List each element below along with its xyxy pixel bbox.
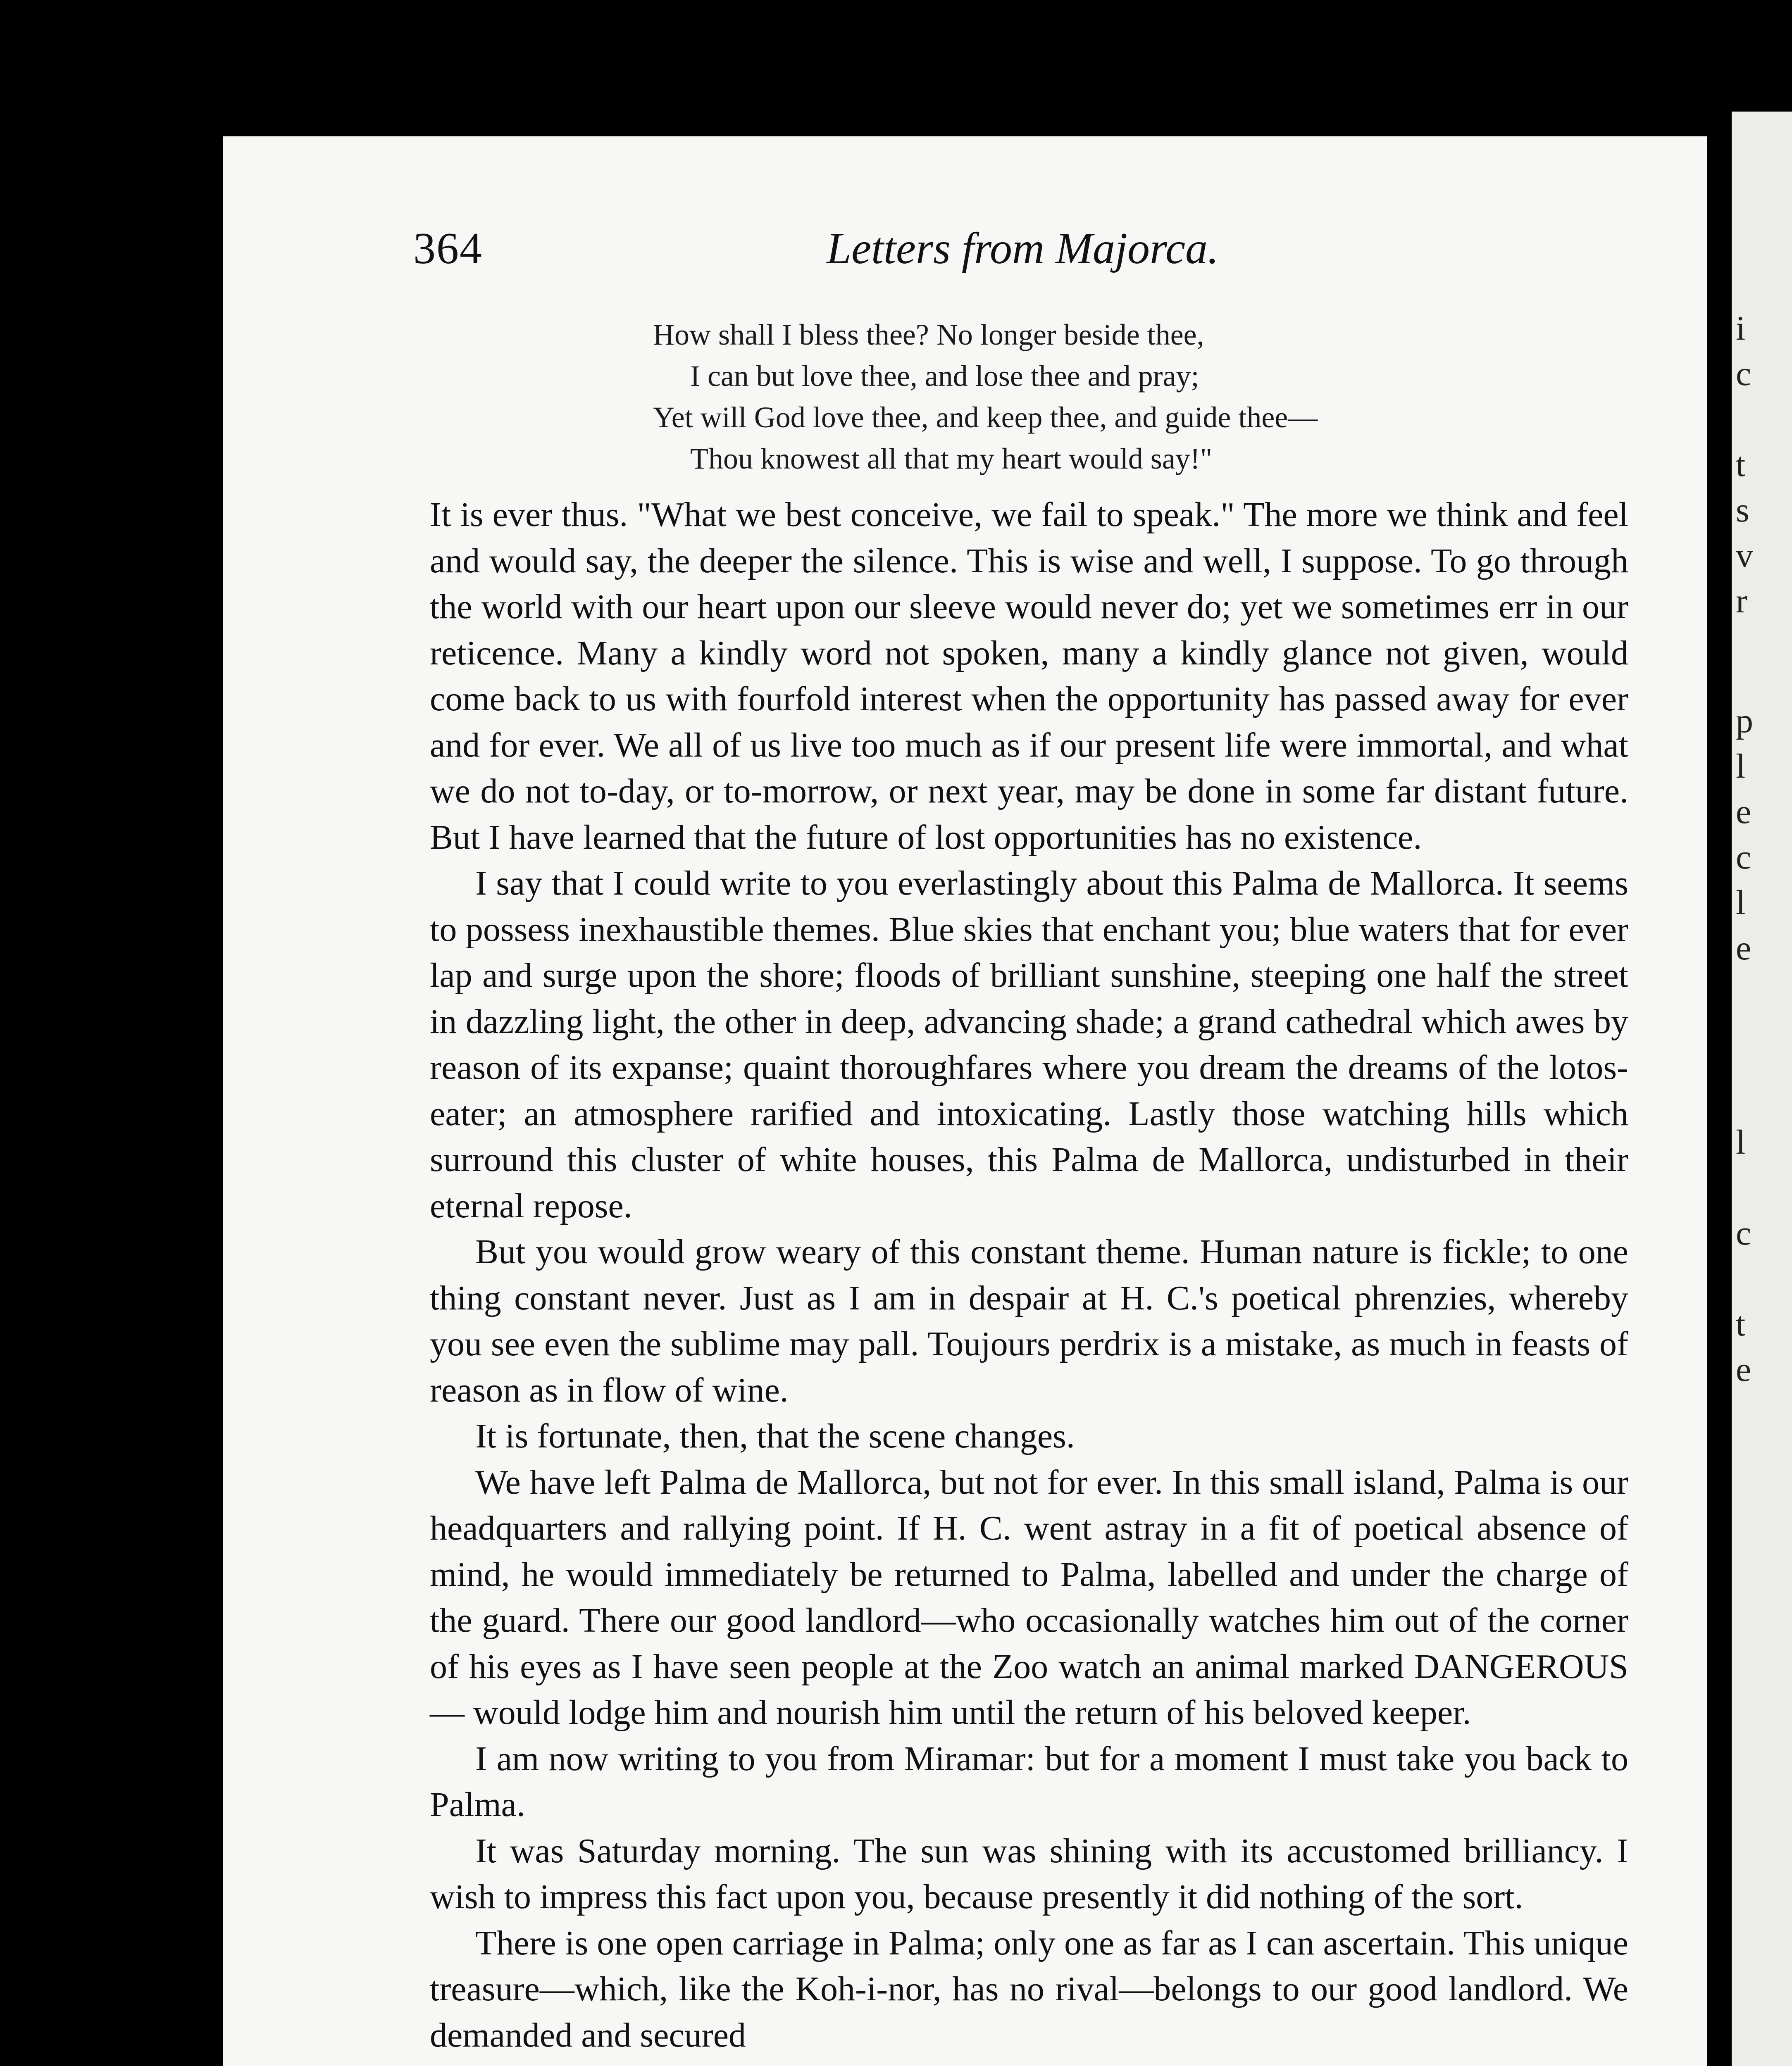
facing-fragment: c (1736, 1214, 1751, 1252)
paragraph: I am now writing to you from Miramar: but for a moment I must take you back to Palma. (430, 1739, 1628, 1824)
paragraph: It is ever thus. "What we best conceive, we fail to speak." The more we think and feel and would say, the deeper the silence. This is wise and well, I suppose. To go through the world with our heart upon our sleeve would never do; yet we sometimes err in our reticence. Many a kindly word not spoken, many a kindly glance not given, would come back to us with fourfold interest when the opportunity has passed away for ever and for ever. We all of us live too much as if our present life were immortal, and what we do not to-day, or to-morrow, or next year, may be done in some far distant future. But I have learned that the future of lost opportunities has no existence. (430, 495, 1628, 857)
facing-fragment: t (1736, 1305, 1746, 1343)
facing-fragment: c (1736, 355, 1751, 393)
paragraph: I say that I could write to you everlastingly about this Palma de Mallorca. It seems to possess inexhaustible themes. Blue skies that enchant you; blue waters that for ever lap and surge upon the shore; floods of brilliant sunshine, steeping one half the street in dazzling light, the other in deep, advancing shade; a grand cathedral which awes by reason of its expanse; quaint thoroughfares where you dream the dreams of the lotos-eater; an atmosphere rarified and intoxicating. Lastly those watching hills which surround this cluster of white houses, this Palma de Mallorca, undisturbed in their eternal repose. (430, 864, 1628, 1225)
facing-page-edge (1732, 112, 1792, 2066)
facing-fragment: c (1736, 838, 1751, 876)
facing-fragment: p (1736, 702, 1753, 740)
paragraph: We have left Palma de Mallorca, but not for ever. In this small island, Palma is our headquarters and rallying point. If H. C. went astray in a fit of poetical absence of mind, he would immediately be returned to Palma, labelled and under the charge of the guard. There our good landlord—who occasionally watches him out of the corner of his eyes as I have seen people at the Zoo watch an animal marked DANGEROUS — would lodge him and nourish him until the return of his beloved keeper. (430, 1463, 1628, 1732)
paragraph: It was Saturday morning. The sun was shining with its accustomed brilliancy. I wish to impress this fact upon you, because presently it did nothing of the sort. (430, 1831, 1628, 1916)
verse-line: Yet will God love thee, and keep thee, and guide thee— (653, 401, 1318, 434)
paragraph: But you would grow weary of this constant theme. Human nature is fickle; to one thing constant never. Just as I am in despair at H. C.'s poetical phrenzies, whereby you see even the sublime may pall. Toujours perdrix is a mistake, as much in feasts of reason as in flow of wine. (430, 1233, 1628, 1409)
paragraph: There is one open carriage in Palma; only one as far as I can ascertain. This unique treasure—which, like the Koh-i-nor, has no rival—belongs to our good landlord. We demanded and secured (430, 1923, 1628, 2054)
facing-fragment: s (1736, 491, 1749, 529)
paragraph: It is fortunate, then, that the scene changes. (475, 1417, 1075, 1455)
facing-fragment: l (1736, 747, 1746, 785)
verse-line: I can but love thee, and lose thee and pray; (690, 359, 1199, 393)
facing-fragment: e (1736, 1350, 1751, 1389)
facing-fragment: v (1736, 536, 1753, 575)
running-title: Letters from Majorca. (827, 224, 1219, 273)
facing-fragment: e (1736, 929, 1751, 967)
page-number: 364 (413, 224, 483, 273)
body-text (430, 492, 1628, 2058)
facing-fragment: e (1736, 793, 1751, 831)
facing-fragment: l (1736, 1123, 1746, 1162)
facing-fragment: i (1736, 309, 1746, 348)
verse-quotation (653, 314, 1562, 479)
facing-fragment: t (1736, 445, 1746, 484)
verse-line: Thou knowest all that my heart would say!" (690, 442, 1213, 475)
page-header (413, 223, 1645, 281)
verse-line: How shall I bless thee? No longer beside thee, (653, 318, 1204, 351)
facing-fragment: r (1736, 582, 1747, 620)
facing-fragment: l (1736, 883, 1746, 922)
